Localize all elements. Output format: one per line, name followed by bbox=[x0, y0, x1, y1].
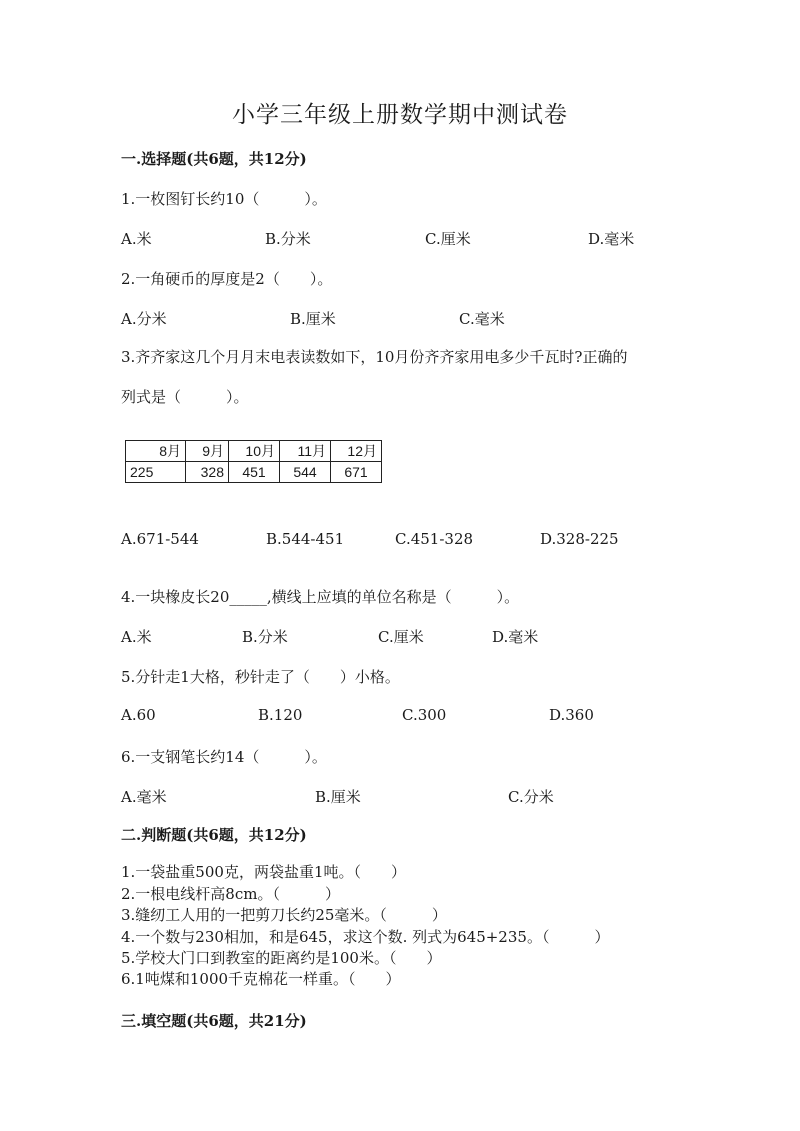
option-c: C.厘米 bbox=[378, 628, 424, 646]
option-b: B.分米 bbox=[265, 230, 311, 248]
option-a: A.米 bbox=[121, 628, 152, 646]
option-b: B.厘米 bbox=[290, 310, 336, 328]
option-c: C.分米 bbox=[508, 788, 554, 806]
tf-item-5: 5.学校大门口到教室的距离约是100米。（ ） bbox=[121, 949, 442, 967]
option-b: B.厘米 bbox=[315, 788, 361, 806]
question-1: 1.一枚图钉长约10（ ）。 bbox=[121, 190, 327, 208]
table-cell: 451 bbox=[229, 462, 280, 483]
question-4: 4.一块橡皮长20_____,横线上应填的单位名称是（ ）。 bbox=[121, 588, 520, 606]
tf-item-1: 1.一袋盐重500克，两袋盐重1吨。（ ） bbox=[121, 863, 406, 881]
option-c: C.451-328 bbox=[395, 530, 474, 548]
option-d: D.328-225 bbox=[540, 530, 619, 548]
tf-item-2: 2.一根电线杆高8cm。（ ） bbox=[121, 885, 340, 903]
option-a: A.米 bbox=[121, 230, 152, 248]
question-2: 2.一角硬币的厚度是2（ ）。 bbox=[121, 270, 333, 288]
table-cell: 671 bbox=[331, 462, 382, 483]
tf-item-3: 3.缝纫工人用的一把剪刀长约25毫米。（ ） bbox=[121, 906, 447, 924]
table-cell: 225 bbox=[126, 462, 186, 483]
section-heading-true-false: 二.判断题(共6题，共12分) bbox=[121, 826, 307, 844]
option-a: A.60 bbox=[121, 706, 156, 724]
question-3-line2: 列式是（ ）。 bbox=[121, 388, 249, 406]
table-row bbox=[126, 462, 382, 483]
tf-item-4: 4.一个数与230相加，和是645，求这个数. 列式为645+235。（ ） bbox=[121, 928, 610, 946]
question-5: 5.分针走1大格，秒针走了（ ）小格。 bbox=[121, 668, 400, 686]
option-d: D.毫米 bbox=[588, 230, 635, 248]
option-d: D.毫米 bbox=[492, 628, 539, 646]
table-header-cell: 10月 bbox=[229, 441, 280, 462]
option-a: A.分米 bbox=[121, 310, 167, 328]
option-c: C.毫米 bbox=[459, 310, 505, 328]
tf-item-6: 6.1吨煤和1000千克棉花一样重。（ ） bbox=[121, 970, 401, 988]
option-b: B.544-451 bbox=[266, 530, 345, 548]
table-header-cell: 11月 bbox=[280, 441, 331, 462]
option-a: A.671-544 bbox=[121, 530, 199, 548]
option-d: D.360 bbox=[549, 706, 594, 724]
question-6: 6.一支钢笔长约14（ ）。 bbox=[121, 748, 327, 766]
table-header-cell: 8月 bbox=[126, 441, 186, 462]
section-heading-choice: 一.选择题(共6题，共12分) bbox=[121, 150, 307, 168]
table-header-cell: 12月 bbox=[331, 441, 382, 462]
table-cell: 544 bbox=[280, 462, 331, 483]
option-b: B.分米 bbox=[242, 628, 288, 646]
option-c: C.厘米 bbox=[425, 230, 471, 248]
section-heading-fill-blank: 三.填空题(共6题，共21分) bbox=[121, 1012, 307, 1030]
table-cell: 328 bbox=[186, 462, 229, 483]
meter-reading-table bbox=[125, 440, 382, 483]
option-a: A.毫米 bbox=[121, 788, 167, 806]
table-header-cell: 9月 bbox=[186, 441, 229, 462]
question-3-line1: 3.齐齐家这几个月月末电表读数如下，10月份齐齐家用电多少千瓦时?正确的 bbox=[121, 348, 628, 366]
table-header-row bbox=[126, 441, 382, 462]
page-title: 小学三年级上册数学期中测试卷 bbox=[232, 102, 568, 128]
option-b: B.120 bbox=[258, 706, 303, 724]
option-c: C.300 bbox=[402, 706, 447, 724]
